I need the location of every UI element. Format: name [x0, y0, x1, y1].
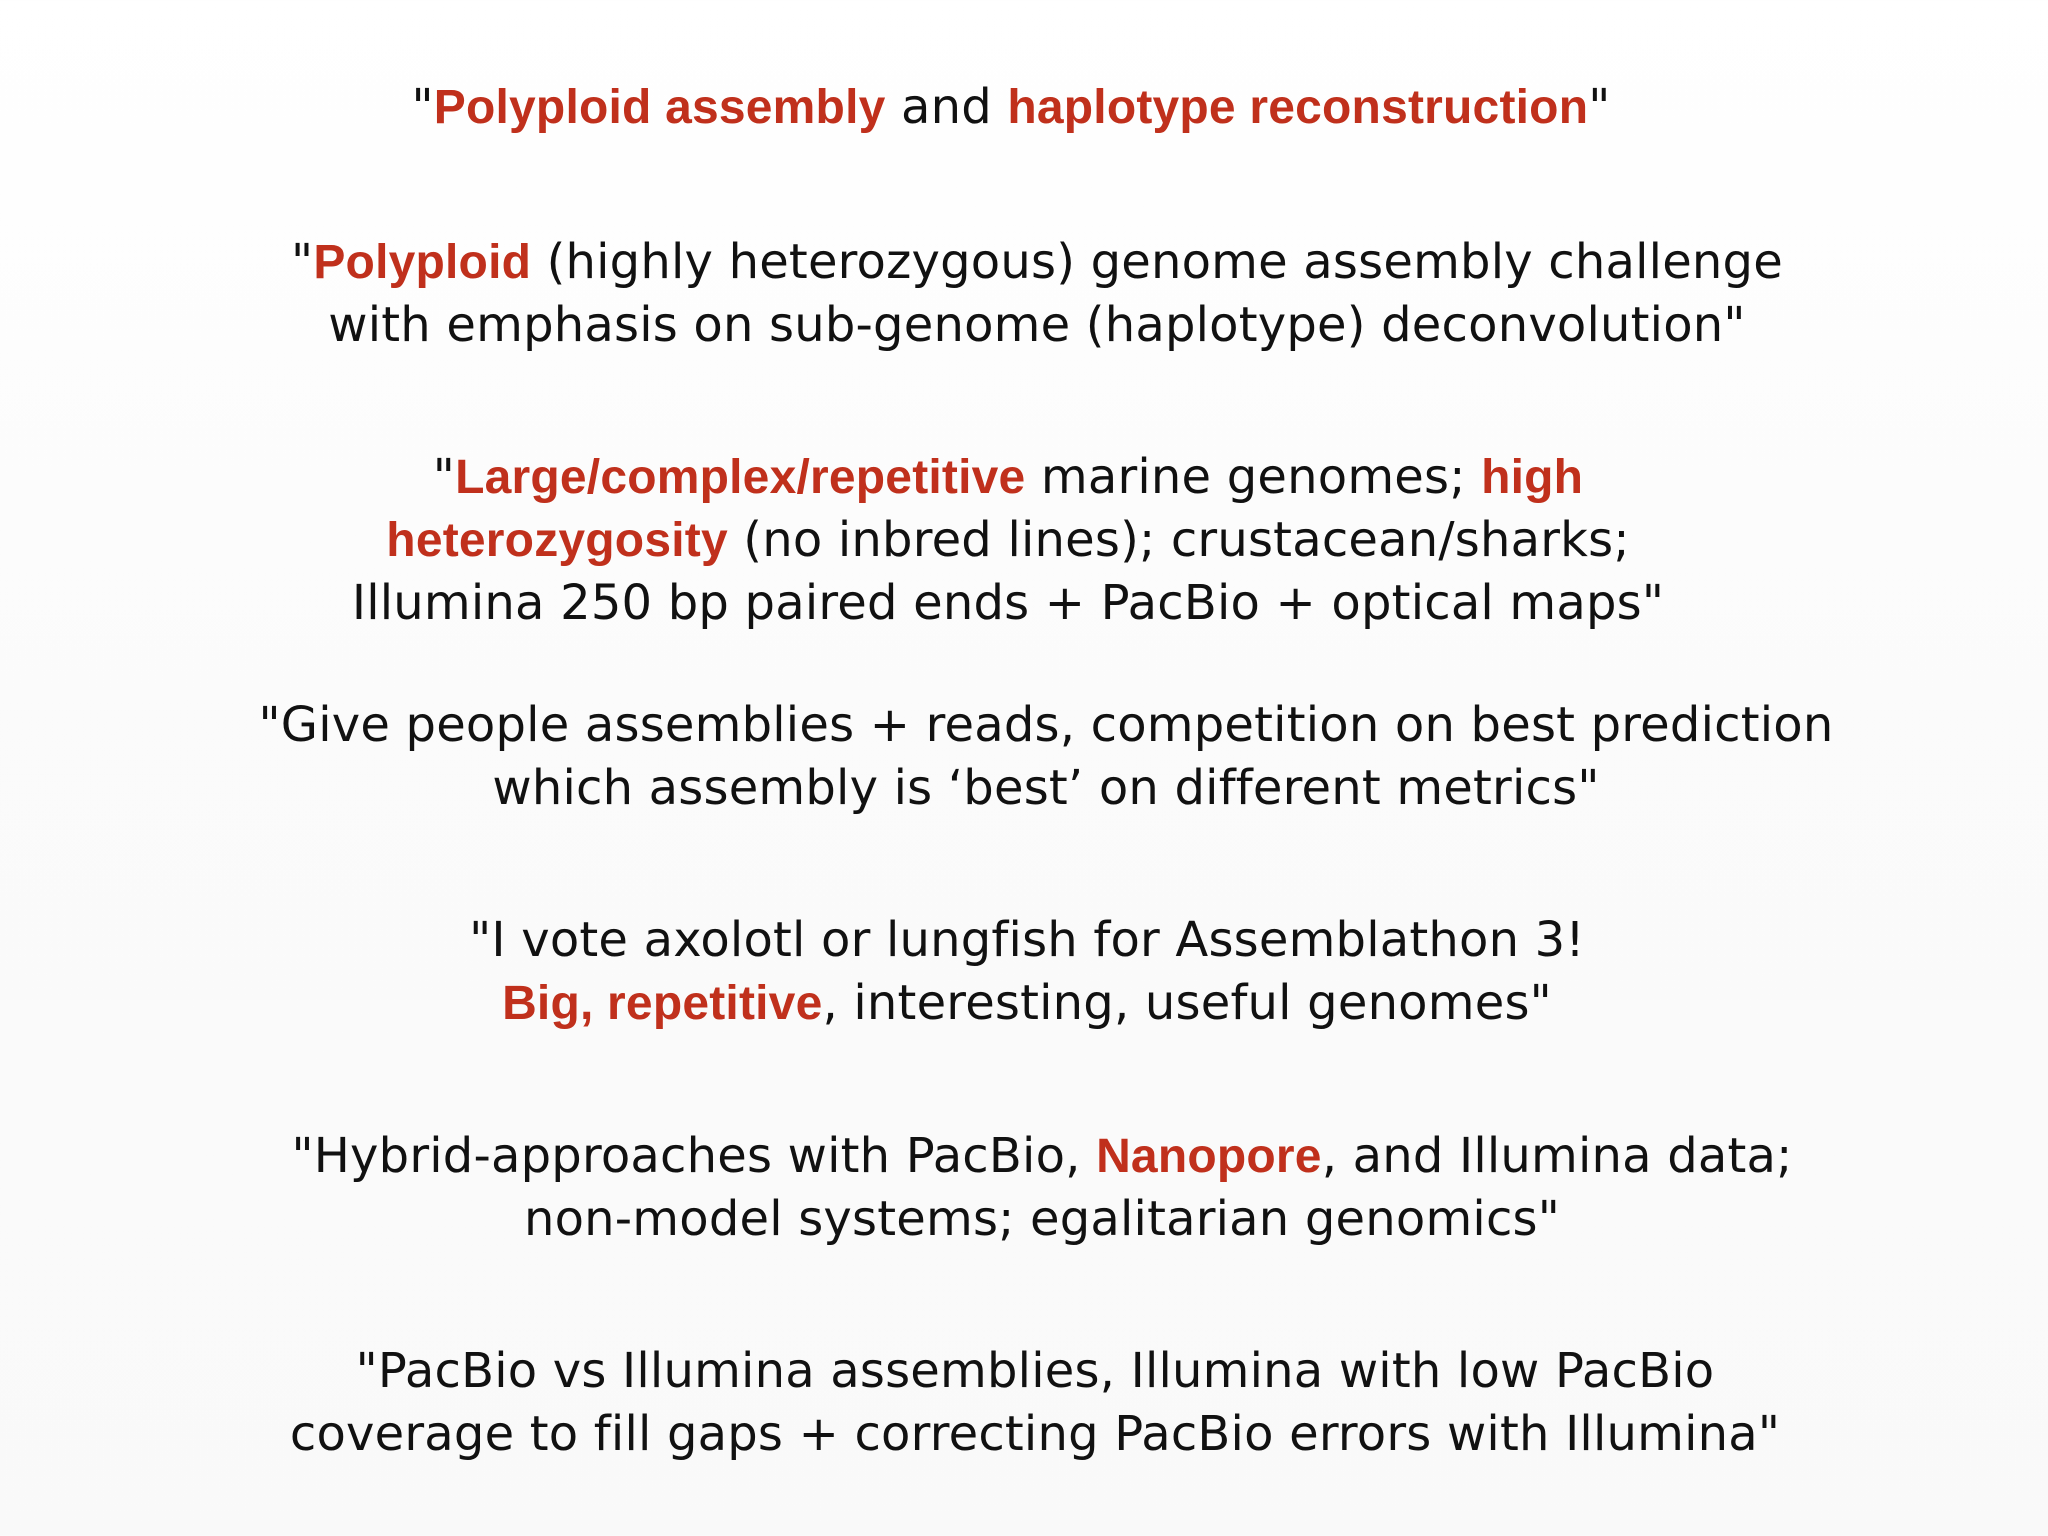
- emphasis-text: haplotype reconstruction: [1007, 81, 1589, 134]
- emphasis-text: Large/complex/repetitive: [455, 451, 1026, 504]
- quote-line: [22, 757, 2048, 820]
- quote-axolotl-lungfish: [3, 909, 2048, 1035]
- quote-text: "I vote axolotl or lungfish for Assemblathon 3!: [469, 912, 1585, 968]
- emphasis-text: Polyploid: [313, 236, 532, 289]
- quote-text: marine genomes;: [1025, 449, 1482, 505]
- quote-line: [0, 509, 2032, 572]
- quote-text: ": [291, 234, 314, 290]
- quote-text: "Hybrid-approaches with PacBio,: [291, 1128, 1097, 1184]
- quote-line: [18, 1125, 2048, 1188]
- quote-polyploid-challenge: [13, 231, 2048, 357]
- quote-text: ": [432, 449, 456, 505]
- quote-text: (highly heterozygous) genome assembly challenge: [531, 234, 1783, 290]
- emphasis-text: Nanopore: [1096, 1130, 1322, 1183]
- quote-line: [13, 294, 2048, 357]
- quote-line: [13, 231, 2048, 294]
- quote-line: [0, 76, 2035, 139]
- quote-line: [22, 694, 2048, 757]
- quote-text: Illumina 250 bp paired ends + PacBio + optical maps": [351, 575, 1665, 631]
- quote-polyploid-haplotype: [0, 76, 2035, 139]
- quote-text: , and Illumina data;: [1321, 1128, 1793, 1184]
- quote-text: ": [411, 79, 434, 135]
- emphasis-text: Polyploid assembly: [433, 81, 886, 134]
- quote-text: ": [1588, 79, 1611, 135]
- emphasis-text: heterozygosity: [386, 514, 728, 567]
- quote-text: coverage to fill gaps + correcting PacBio errors with Illumina": [289, 1406, 1781, 1462]
- quote-line: [0, 572, 2032, 635]
- quote-text: which assembly is ‘best’ on different metrics": [492, 760, 1600, 816]
- quote-line: [18, 1188, 2048, 1251]
- quote-text: "PacBio vs Illumina assemblies, Illumina with low PacBio: [355, 1343, 1715, 1399]
- quote-text: , interesting, useful genomes": [822, 975, 1552, 1031]
- quote-line: [0, 446, 2032, 509]
- emphasis-text: high: [1481, 451, 1584, 504]
- quote-text: with emphasis on sub-genome (haplotype) deconvolution": [328, 297, 1746, 353]
- quote-line: [11, 1340, 2048, 1403]
- quote-text: non-model systems; egalitarian genomics": [523, 1191, 1561, 1247]
- quote-pacbio-vs-illumina: [11, 1340, 2048, 1466]
- quote-line: [11, 1403, 2048, 1466]
- quote-marine-genomes: [0, 446, 2032, 635]
- emphasis-text: Big, repetitive: [502, 977, 823, 1030]
- quote-hybrid-approaches: [18, 1125, 2048, 1251]
- quote-competition: [22, 694, 2048, 820]
- quote-line: [3, 972, 2048, 1035]
- quote-text: and: [885, 79, 1008, 135]
- quote-text: "Give people assemblies + reads, competition on best prediction: [258, 697, 1834, 753]
- quote-line: [3, 909, 2048, 972]
- quote-text: (no inbred lines); crustacean/sharks;: [727, 512, 1630, 568]
